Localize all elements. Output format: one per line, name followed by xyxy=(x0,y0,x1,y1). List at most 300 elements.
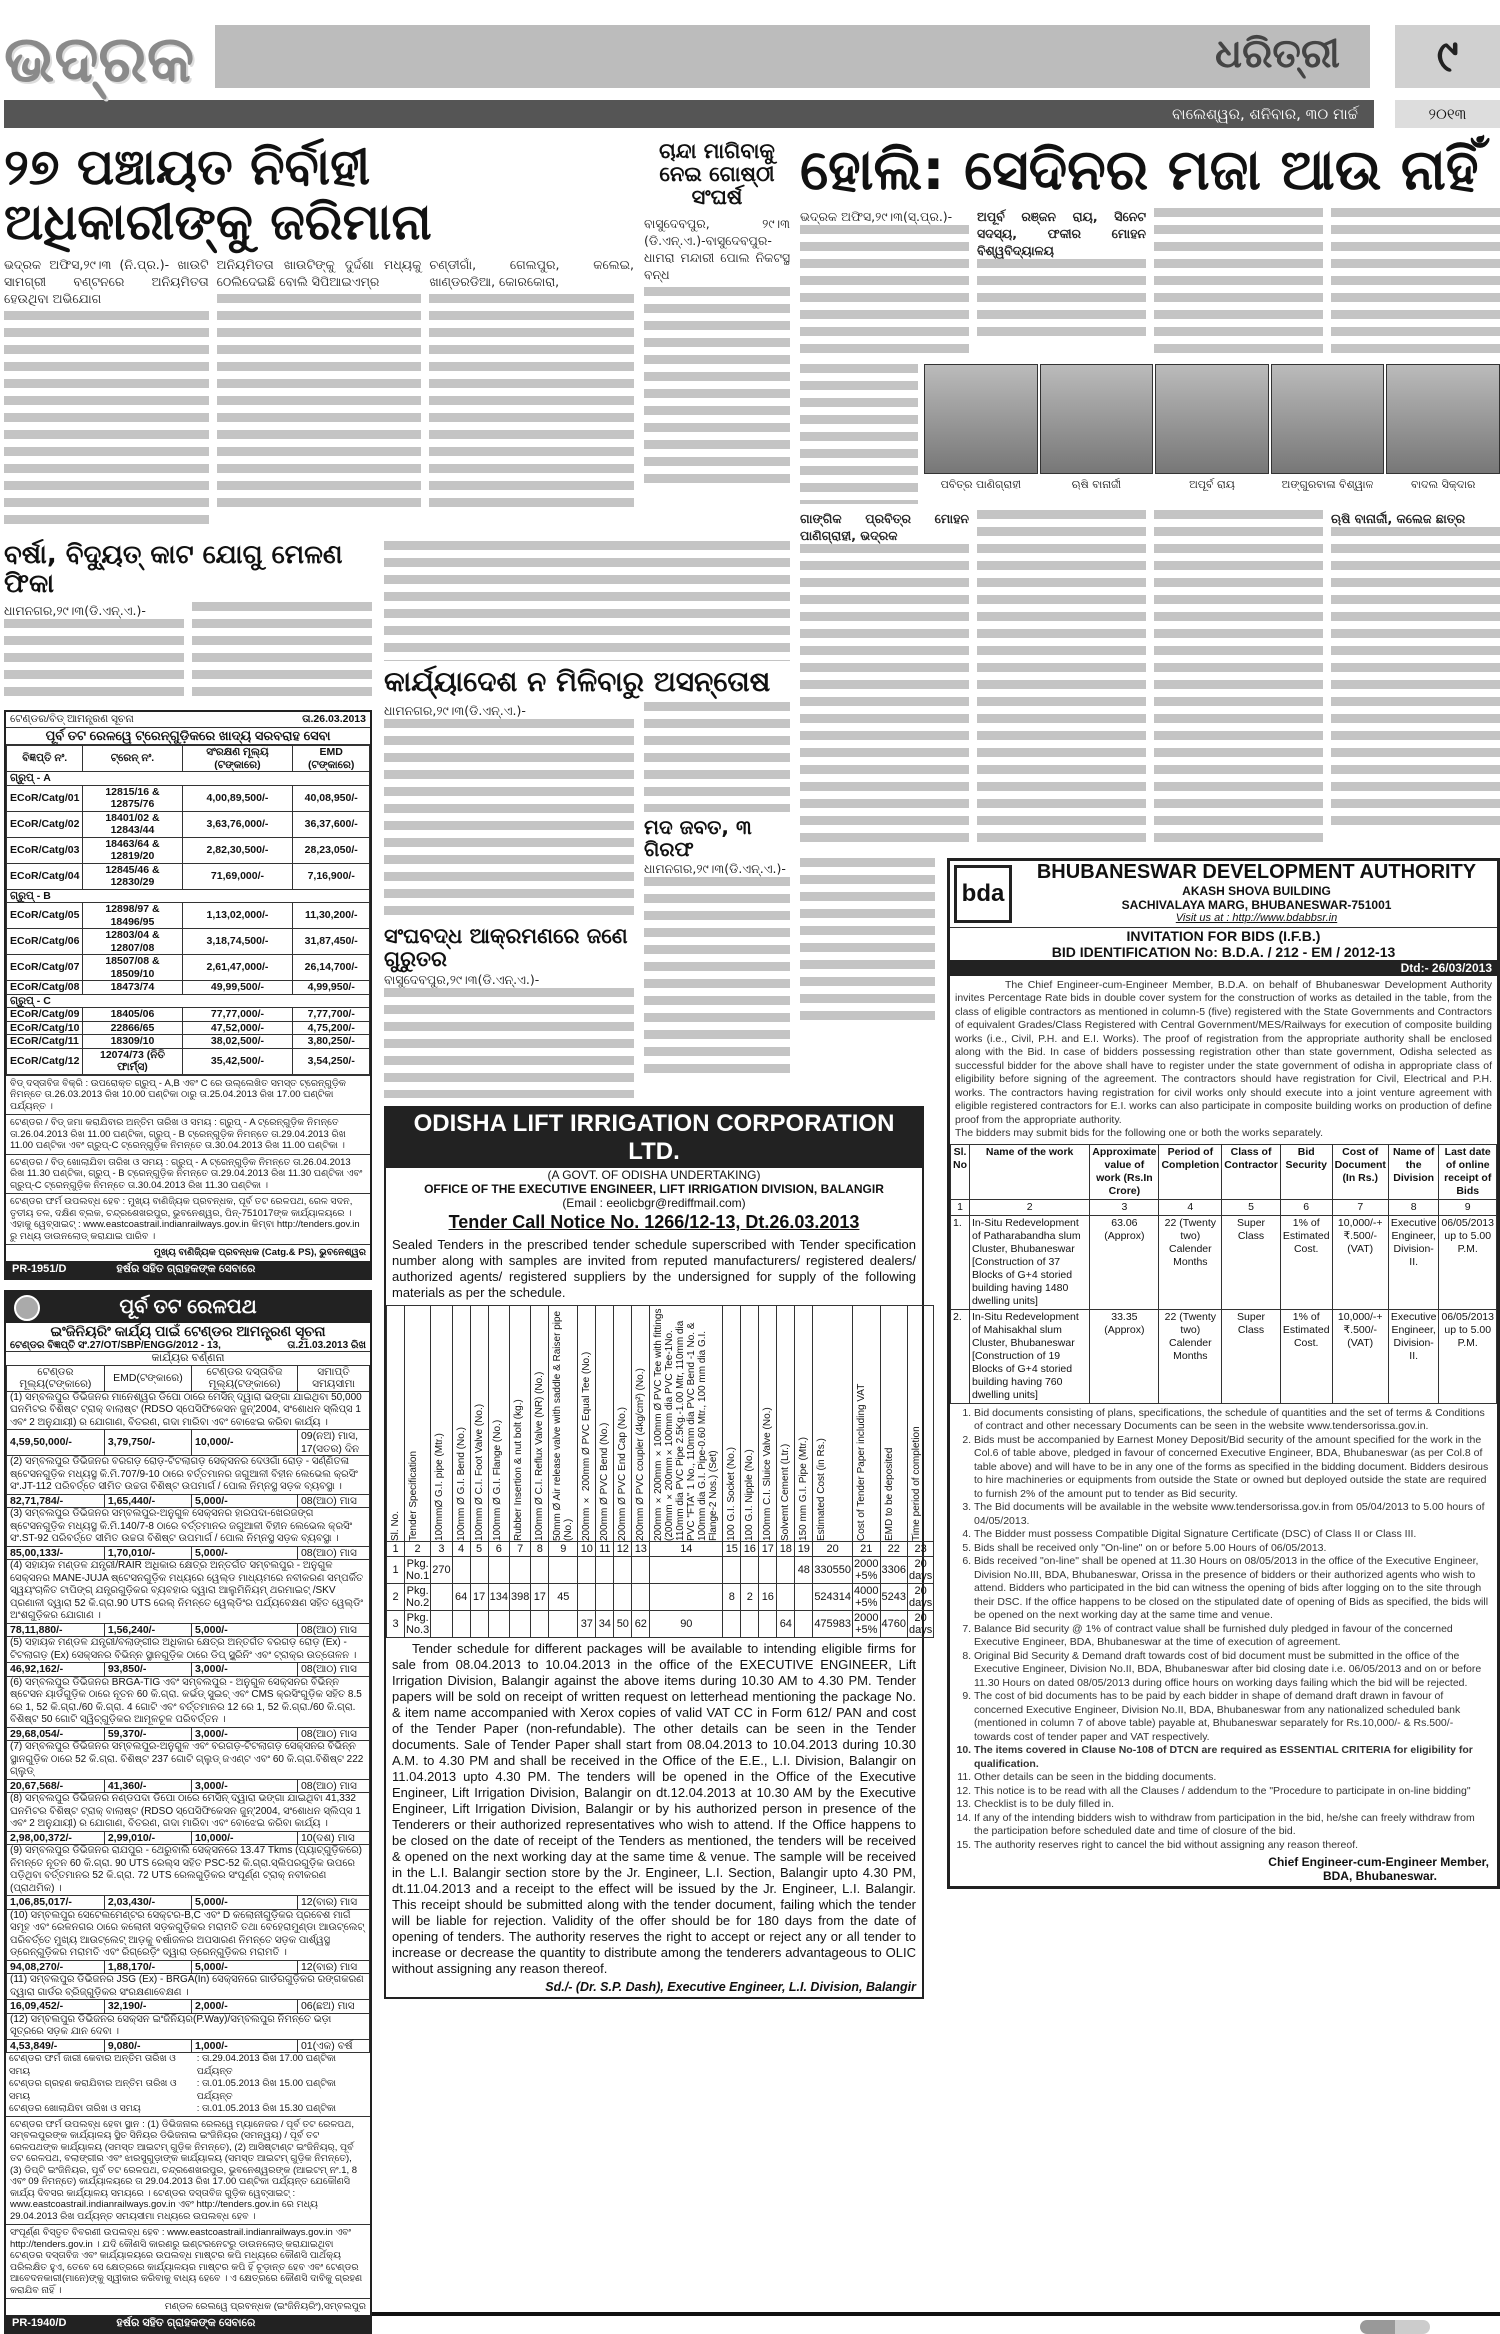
footer-ornament xyxy=(1360,2320,1430,2334)
work-period: 08(ଆଠ) ମାସ xyxy=(297,1779,369,1793)
work-values-row xyxy=(7,1623,370,1637)
article-text: ଭଦ୍ରକ ଅଫିସ,୨୯।୩ (ନି.ପ୍ର.)- ଖାଉଟି ସାମଗ୍ରୀ ବଣ୍ଟନରେ ଅନିୟମିତତା ହେଉଥିବା ଅଭିଯୋଗ xyxy=(4,257,209,306)
column-header-text: Solvemt Cement (Ltr.) xyxy=(780,1443,792,1541)
work-doc: 5,000/- xyxy=(192,1623,298,1637)
work-values-row xyxy=(7,1494,370,1508)
table-cell: 17 xyxy=(470,1583,488,1610)
work-value: 46,92,162/- xyxy=(7,1663,105,1677)
table-row xyxy=(951,1309,1497,1403)
column-header: Period of Completion xyxy=(1159,1144,1222,1199)
group-row xyxy=(7,772,370,786)
work-values-row xyxy=(7,1779,370,1793)
work-description-row xyxy=(7,1560,370,1624)
photo-strip xyxy=(924,364,1500,492)
article-text: ଗାଙ୍ଗିକ ପ୍ରବିତ୍ର ମୋହନ ପାଣିଗ୍ରାହୀ, ଭଦ୍ରକ xyxy=(800,510,969,543)
notice-number: ଟେଣ୍ଡର ବିଜ୍ଞପ୍ତି ସଂ.27/OT/SBP/ENGG/2012 - 13, xyxy=(10,1339,221,1351)
work-period: 12(ବାର) ମାସ xyxy=(297,1896,369,1910)
ad-signer: ମୁଖ୍ୟ ବାଣିଜ୍ୟିକ ପ୍ରବନ୍ଧକ (Catg.& PS), ଭୁବନେଶ୍ୱର xyxy=(6,1244,370,1261)
table-cell xyxy=(531,1610,549,1637)
column-header: Approximate value of work (Rs.In Crore) xyxy=(1090,1144,1159,1199)
table-cell: 10,000/-+ ₹.500/- (VAT) xyxy=(1332,1309,1388,1403)
work-values-row xyxy=(7,2039,370,2053)
signer: BDA, Bhubaneswar. xyxy=(1322,1869,1437,1884)
column-number: 7 xyxy=(1332,1199,1388,1215)
article-text: ଚଣ୍ଡୀଗାଁ, ଗେଲପୁର, କଲେଇ, ଖାଣ୍ଡରଡିଆ, କୋରକୋରା, xyxy=(429,257,635,289)
ad-title: ODISHA LIFT IRRIGATION CORPORATION LTD. xyxy=(386,1108,922,1168)
photo-caption: ବାଦଲ ସିକ୍‌ଦାର xyxy=(1410,477,1476,491)
column-header-text: 200mm Ø PVC End Cap (No.) xyxy=(617,1407,629,1541)
newspaper-logo: ଭଦ୍ରକ xyxy=(4,22,195,97)
photo-with-caption xyxy=(1155,364,1269,492)
table-cell: 2 xyxy=(741,1583,759,1610)
column-header: ଟ୍ରେନ୍ ନଂ. xyxy=(83,746,182,772)
column-number: 22 xyxy=(880,1541,907,1556)
work-doc: 5,000/- xyxy=(192,1494,298,1508)
work-period: 08(ଆଠ) ମାସ xyxy=(297,1727,369,1741)
intro: Sealed Tenders in the prescribed tender schedule superscribed with Tender specification number along with samples are invited from reputed manufacturers/ registered dealers/ authorized agents/ registered suppliers by the undersigned for supply of the following materials as per the schedule. xyxy=(392,1236,916,1300)
work-description-row xyxy=(7,1845,370,1896)
article-panchayat xyxy=(4,140,634,531)
column-header xyxy=(614,1305,632,1541)
work-values-row xyxy=(7,1727,370,1741)
schedule-cell: : ତା.01.05.2013 ରିଖ 15.00 ଘଣ୍ଟିକା ପର୍ଯ୍ୟନ୍ତ xyxy=(196,2078,337,2102)
table-cell: 16 xyxy=(759,1583,777,1610)
work-description: (9) ସମ୍ବଲପୁର ଡିଭିଜନର ରାଯପୁର - ଥେରୁବାଲି ସେକ୍ସନରେ 13.47 Tkms (ପ୍ୟାଚ୍‌ଗୁଡ଼ିକରେ) ନିମନ୍ତେ ନୂତନ 60 କି.ଗ୍ରା. 90 UTS ରେଲ୍‌ସ ସହିତ PSC-52 କି.ଗ୍ରା.ସ୍ଲିପରଗୁଡ଼ିକ ଉପରେ ପଡ଼ିଥିବା ବର୍ତ୍ତମାନର 52 କି.ଗ୍ରା. 72 UTS ରେଲଗୁଡ଼ିକର ସଂପୂର୍ଣ୍ଣ ଟ୍ରାକ୍ ନବୀକରଣ (ପ୍ରାଥମିକ) । xyxy=(7,1845,370,1896)
person-photo xyxy=(1271,364,1385,474)
table-cell: 10,000/-+ ₹.500/- (VAT) xyxy=(1332,1215,1388,1309)
column-header: ସମାପ୍ତି ସମୟସୀମା xyxy=(297,1365,369,1391)
work-period: 08(ଆଠ) ମାସ xyxy=(297,1623,369,1637)
table-cell: 2. xyxy=(951,1309,970,1403)
header-row xyxy=(7,1365,370,1391)
column-header: Class of Contractor xyxy=(1222,1144,1281,1199)
column-header: Name of the Division xyxy=(1388,1144,1439,1199)
intro: The Chief Engineer-cum-Engineer Member, B.D.A. on behalf of Bhubaneswar Development Authority invites Percentage Rate bids in double cover system for the construction of works as detailed in the table, from the class of eligible contractors as mentioned in column-5 (five) registered with the State Governments and Contractors of equivalent Grades/Class Registered with Central Government/MES/Railways for execution of composite building works (i.e., Civil, P.H. and E.I. Works). The proof of registration from the appropriate authority shall be enclosed along with the Bid. In case of bidders possessing registration other than state government, Odisha selected as successful bidder for the above shall have to register under the state government of odisha in appropriate class of eligibility before signing of the agreement. The contractors should have registration for Civil, Electrical and P.H. works. The contractors having registration for civil works only should execute into a joint venture agreement with eligible registered contractors for E.I. works can also participate in composite building works on production of define proof from the appropriate authority. xyxy=(955,978,1492,1126)
table-cell: 26,14,700/- xyxy=(293,955,370,981)
table-cell: 3 xyxy=(387,1610,405,1637)
work-doc: 5,000/- xyxy=(192,1896,298,1910)
table-cell xyxy=(650,1556,723,1583)
column-header xyxy=(777,1305,795,1541)
schedule-row xyxy=(6,2078,370,2103)
column-header-text: Sl. No. xyxy=(390,1510,401,1541)
column-number: 5 xyxy=(1222,1199,1281,1215)
table-cell: ECoR/Catg/03 xyxy=(7,837,83,863)
column-header xyxy=(596,1305,614,1541)
table-cell: 37 xyxy=(578,1610,596,1637)
table-cell: 3,54,250/- xyxy=(293,1048,370,1074)
table-row xyxy=(7,981,370,995)
table-cell xyxy=(452,1556,470,1583)
headline-rain: ବର୍ଷା, ବିଦ୍ୟୁତ୍ କାଟ ଯୋଗୁ ମେଳଣ ଫିକା xyxy=(4,540,343,599)
article-text: ଅପୂର୍ବ ରଞ୍ଜନ ରାୟ, ସିନେଟ ସଦସ୍ୟ, ଫକୀର ମୋହନ ବିଶ୍ୱବିଦ୍ୟାଳୟ xyxy=(977,208,1146,258)
table-cell: 1% of Estimated Cost. xyxy=(1280,1215,1332,1309)
work-emd: 1,56,240/- xyxy=(104,1623,191,1637)
schedule-row xyxy=(6,2103,370,2116)
photo-caption: ଅଙ୍ଗୁରବାଳା ବିଶ୍ୱାଳ xyxy=(1281,477,1374,491)
signer: Chief Engineer-cum-Engineer Member, xyxy=(1268,1855,1489,1870)
ad-label: ଟେଣ୍ଡର/ବିଡ୍ ଆମନ୍ତ୍ରଣ ସୂଚନା xyxy=(10,713,134,726)
table-cell: 12815/16 & 12875/76 xyxy=(83,785,182,811)
ad-subtitle: ଇଂଜିନିୟରିଂ କାର୍ଯ୍ୟ ପାଇଁ ଟେଣ୍ଡର ଆମନ୍ତ୍ରଣ ସୂଚନା xyxy=(50,1322,326,1339)
photo-caption: ଅପୂର୍ବ ରାୟ xyxy=(1189,477,1235,491)
table-cell: 45 xyxy=(549,1583,578,1610)
work-value: 2,98,00,372/- xyxy=(7,1831,105,1845)
section-bar xyxy=(215,25,1370,88)
table-cell: 18463/64 & 12819/20 xyxy=(83,837,182,863)
work-value: 16,09,452/- xyxy=(7,2000,105,2014)
table-cell: 1 xyxy=(387,1556,405,1583)
column-header-text: 150 mm G.I. Pipe (Mtr.) xyxy=(798,1437,810,1541)
table-cell xyxy=(614,1556,632,1583)
table-cell xyxy=(777,1556,795,1583)
column-number: 1 xyxy=(951,1199,970,1215)
table-cell: 77,77,000/- xyxy=(182,1008,293,1022)
person-photo xyxy=(1386,364,1500,474)
work-value: 20,67,568/- xyxy=(7,1779,105,1793)
table-row xyxy=(951,1215,1497,1309)
headline-liquor: ମଦ ଜବତ, ୩ ଗିରଫ xyxy=(644,814,752,861)
table-cell xyxy=(470,1610,488,1637)
column-header-text: Time period of completion xyxy=(911,1426,922,1541)
clause-item: 3. The Bid documents will be available in the website www.tendersorissa.gov.in from 05/04/2013 to 5.00 hours of 04/05/2013. xyxy=(974,1501,1491,1528)
table-cell: 40,08,950/- xyxy=(293,785,370,811)
column-header: ସଂରକ୍ଷଣ ମୂଲ୍ୟ (ଟଙ୍କାରେ) xyxy=(182,746,293,772)
column-number: 5 xyxy=(470,1541,488,1556)
column-header-text: 100mm Ø C.I. Foot Valve (No.) xyxy=(473,1403,485,1541)
column-number: 18 xyxy=(777,1541,795,1556)
person-photo xyxy=(924,364,1038,474)
table-cell xyxy=(777,1583,795,1610)
column-header-text: 100 G.I. Nipple (No.) xyxy=(744,1449,756,1541)
table-row xyxy=(7,811,370,837)
column-header-text: 100mmØ G.I. pipe (Mtr.) xyxy=(434,1433,446,1541)
work-emd: 1,65,440/- xyxy=(104,1494,191,1508)
work-description: (6) ସମ୍ବଲପୁର ଡିଭିଜନର BRGA-TIG ଏବଂ ସମ୍ବଲପୁର - ଅନୁଗୁଳ ସେକ୍ସନର ବିଭିନ୍ନ ଷ୍ଟେସନ ୟାର୍ଡଗୁଡ଼ିକ ଠାରେ ନୂତନ 60 କି.ଗ୍ରା. କର୍ଭଡ୍ ସୁଇଚ୍ ଏବଂ CMS କ୍ରସିଂଗୁଡ଼ିକ ସହିତ 8.5 ରେ 1, 52 କି.ଗ୍ରା./60 କି.ଗ୍ରା. 4 ଗୋଟି ଏବଂ ବର୍ତ୍ତମାନର 12 ରେ 1, 52 କି.ଗ୍ରା./60 କି.ଗ୍ରା. ବିଶିଷ୍ଟ 50 ଗୋଟି ସ୍ୱିଚ୍‌ଗୁଡ଼ିକର ଆମୂଳଚୂଳ ପରିବର୍ତ୍ତନ । xyxy=(7,1676,370,1727)
photo-caption: ଋଷି ବାନାର୍ଜୀ xyxy=(1071,477,1122,491)
ad-note: ବିଡ୍ ଦସ୍ତାବିଜ ବିକ୍ରି : ଉପରୋକ୍ତ ଗ୍ରୁପ୍ - A,B ଏବଂ C ରେ ଉଲ୍ଲେଖିତ ସମସ୍ତ ଟ୍ରେନ୍‌ଗୁଡ଼ିକ ନିମନ୍ତେ ତା.26.03.2013 ରିଖ 10.00 ଘଣ୍ଟିକା ଠାରୁ ତା.25.04.2013 ରିଖ 17.00 ଘଣ୍ଟିକା ପର୍ଯ୍ୟନ୍ତ । xyxy=(6,1075,370,1115)
table-cell: 47,52,000/- xyxy=(182,1021,293,1035)
table-cell: Pkg. No.3 xyxy=(406,1611,430,1636)
column-number: 13 xyxy=(632,1541,650,1556)
column-header xyxy=(549,1305,578,1541)
schedule-cell: : ତା.29.04.2013 ରିଖ 17.00 ଘଣ୍ଟିକା ପର୍ଯ୍ୟନ୍ତ xyxy=(196,2053,337,2077)
clause-item: 9. The cost of bid documents has to be paid by each bidder in shape of demand draft drawn in favour of concerned Executive Engineer, Division No.II, BDA, Bhubaneswar from any nationalized scheduled bank (mentioned in column 7 of above table) payable at, Bhubaneswar separately for Rs.10,000/- & Rs.500/- towards cost of tender paper and VAT respectively. xyxy=(974,1690,1491,1744)
work-doc: 10,000/- xyxy=(192,1831,298,1845)
table-cell xyxy=(549,1556,578,1583)
table-cell: ECoR/Catg/01 xyxy=(7,785,83,811)
column-number: 16 xyxy=(741,1541,759,1556)
table-cell: 12845/46 & 12830/29 xyxy=(83,863,182,889)
article-text: ଋଷି ବାନାର୍ଜୀ, କଲେଜ ଛାତ୍ର xyxy=(1331,510,1466,526)
table-row xyxy=(7,1035,370,1049)
work-values-row xyxy=(7,1960,370,1974)
article-text: ବାସୁଦେବପୁର,୨୯।୩(ଡି.ଏନ୍.ଏ.)- xyxy=(384,971,540,987)
work-period: 08(ଆଠ) ମାସ xyxy=(297,1494,369,1508)
column-header-text: 200mm ×200mm ×100mm Ø PVC Tee with fittings (200mm ×200mm×100mm dia PVC Tee-1No. 110mm dia PVC Pipe 2.5Kg.-1.00 Mtr, 110mm dia PVC "FTA" 1 No., 110mm dia PVC Bend -1 No. & 100mm dia G.I. Pipe-0.60 Mtr., 100 mm dia G.I. Flange-2 Nos.) (Set) xyxy=(653,1308,720,1541)
clause-item: 11. Other details can be seen in the bidding documents. xyxy=(974,1771,1491,1785)
column-header xyxy=(759,1305,777,1541)
details-note: ସଂପୂର୍ଣ୍ଣ ବିସ୍ତୃତ ବିବରଣୀ ଉପଲବ୍ଧ ହେବ : www.eastcoastrail.indianrailways.gov.in ଏବଂ http://tenders.gov.in । ଯଦି କୌଣସି କାରଣରୁ ଇଣ୍ଟରନେଟରୁ ଡାଉନଲୋଡ୍ କରାଯାଇଥିବା ଟେଣ୍ଡର ଦସ୍ତାବିଜ ଏବଂ କାର୍ଯ୍ୟାଳୟରେ ଉପଲବ୍ଧ ମାଷ୍ଟର କପି ମଧ୍ୟରେ କୌଣସି ପାର୍ଥକ୍ୟ ପରିଲକ୍ଷିତ ହୁଏ, ତେବେ ସେ କ୍ଷେତ୍ରରେ କାର୍ଯ୍ୟାଳୟର ମାଷ୍ଟର କପି ହିଁ ଚୂଡ଼ାନ୍ତ ହେବ ଏବଂ ଟେଣ୍ଡର ଆବେଦନକାରୀ(ମାନେ)ଙ୍କୁ ସ୍ୱୀକାର କରିବାକୁ ବାଧ୍ୟ ହେବେ । ଏ କ୍ଷେତ୍ରରେ କୌଣସି ଦାବିକୁ ଗ୍ରହଣ କରାଯିବ ନାହିଁ । xyxy=(6,2224,370,2298)
table-cell: ECoR/Catg/09 xyxy=(7,1008,83,1022)
office: OFFICE OF THE EXECUTIVE ENGINEER, LIFT IRRIGATION DIVISION, BALANGIR xyxy=(424,1181,884,1196)
person-photo xyxy=(1040,364,1154,474)
column-number: 7 xyxy=(509,1541,530,1556)
table-row xyxy=(7,785,370,811)
table-cell: 17 xyxy=(531,1583,549,1610)
work-value: 85,00,133/- xyxy=(7,1546,105,1560)
table-cell: 524314 xyxy=(813,1583,853,1610)
work-description-row xyxy=(7,1793,370,1832)
table-cell: ECoR/Catg/04 xyxy=(7,863,83,889)
table-cell xyxy=(549,1610,578,1637)
column-number: 12 xyxy=(614,1541,632,1556)
work-description: (1) ସମ୍ବଲପୁର ଡିଭିଜନର ମାନେଶ୍ୱର ଡିପୋ ଠାରେ ମେସିନ୍ ଦ୍ୱାରା ଭଙ୍ଗା ଯାଇଥିବା 50,000 ଘନମିଟର ବିଶିଷ୍ଟ ଟ୍ରାକ୍ ବାଲାଷ୍ଟ (RDSO ସ୍ପେସିଫିକେସନ ଜୁନ୍'2004, ସଂଶୋଧନ ସ୍ଲିପ୍‌ସ 1 ଏବଂ 2 ଅନୁଯାୟୀ) ର ଯୋଗାଣ, ବିତରଣ, ଗଦା ମାରିବା ଏବଂ ବୋଝେଇ କରିବା କାର୍ଯ୍ୟ । xyxy=(7,1391,370,1430)
table-row xyxy=(7,1021,370,1035)
tender-body: Tender schedule for different packages will be available to intending eligible firms for sale from 08.04.2013 to 10.04.2013 in the office of the EXECUTIVE ENGINEER, Lift Irrigation Division, Balangir against the above items during 10.30 AM to 4.30 PM. Tender papers will be sold on receipt of written request on letterhead mentioning the package No. & item name accompanied with Xerox copies of valid VAT CC in Form 612/ PAN and cost of the Tender Paper (non-refundable). The other details can be seen in the Tender documents. Sale of Tender Paper shall start from 08.04.2013 to 10.04.2013 during 10.30 A.M. to 4.30 PM and shall be received in the Office of the E.E., L.I. Division, Balangir on 11.04.2013 upto 4.30 PM. The tenders will be opened in the Office of the Executive Engineer, Lift Irrigation Division, Balangir on dt.12.04.2013 at 10.30 AM by the Executive Engineer, Lift Irrigation Division, Balangir or by his authorized person in presence of the Tenderers or their authorized representatives who wish to attend. If the Office happens to be closed on the date of receipt of the Tenders as mentioned, the tenders will be received & opened on the next working day at the same time & venue. The sample will be received in the L.I. Balangir section store by the Jr. Engineer, L.I. Section, Balangir upto 4.30 PM, dt.11.04.2013 and a receipt to the effect will be issued by the Jr. Engineer, L.I. Balangir. This receipt should be submitted along with the tender document, failing which the tender will be liable for rejection. Validity of the offer should be for 180 days from the date of opening of tenders. The authority reserves the right to accept or reject any or all tender to increase or decrease the quantity to distribute among the tenderers advantageous to OLIC without assigning any reason thereof. xyxy=(392,1640,916,1976)
column-header xyxy=(470,1305,488,1541)
table-cell: 1,13,02,000/- xyxy=(182,903,293,929)
clause-item: 7. Balance Bid security @ 1% of contract value shall be furnished duly pledged in favour of the concerned Executive Engineer, BDA, Bhubaneswar at the time of execution of agreement. xyxy=(974,1623,1491,1650)
column-header-text: 100mm Ø G.I. Bend (No.) xyxy=(455,1427,467,1541)
schedule-row xyxy=(6,2053,370,2078)
column-number: 21 xyxy=(853,1541,880,1556)
work-period: 08(ଆଠ) ମାସ xyxy=(297,1663,369,1677)
table-cell: Pkg. No.2 xyxy=(406,1584,430,1609)
work-doc: 1,000/- xyxy=(192,2039,298,2053)
column-number: 4 xyxy=(452,1541,470,1556)
column-header-text: 200mm × 200mm Ø PVC Equal Tee (No.) xyxy=(581,1351,593,1541)
column-number: 14 xyxy=(650,1541,723,1556)
availability-note: ଟେଣ୍ଡର ଫର୍ମ ଉପଲବ୍ଧ ହେବା ସ୍ଥାନ : (1) ଡିଭିଜନାଲ ରେଲୱେ ମ୍ୟାନେଜର / ପୂର୍ବ ତଟ ରେଳପଥ, ସମ୍ବଲପୁରଙ୍କ କାର୍ଯ୍ୟାଳୟ ସ୍ଥିତ ସିନିୟର ଡିଭିଜନାଲ ଇଂଜିନିୟର (ସମନ୍ୱୟ) / ପୂର୍ବ ତଟ ରେଳପଥଙ୍କ କାର୍ଯ୍ୟାଳୟ (ସମସ୍ତ ଆଇଟମ୍ ଗୁଡ଼ିକ ନିମନ୍ତେ), (2) ଆସିଷ୍ଟାଣ୍ଟ ଇଂଜିନିୟର୍, ପୂର୍ବ ତଟ ରେଳପଥ, ବଲାଙ୍ଗୀର ଏବଂ ଝାରସୁଗୁଡ଼ାଙ୍କ କାର୍ଯ୍ୟାଳୟ (ସମସ୍ତ ଆଇଟମ୍ ଗୁଡ଼ିକ ନିମନ୍ତେ), (3) ଡିପ୍ଟି ଇଂଜିନିୟର, ପୂର୍ବ ତଟ ରେଳପଥ, ଚନ୍ଦ୍ରଶେଖରପୁର, ଭୁବନେଶ୍ୱରଙ୍କ (ଆଇଟମ୍ ନଂ.1, 8 ଏବଂ 09 ନିମନ୍ତେ) କାର୍ଯ୍ୟାଳୟରେ ତା 29.04.2013 ରିଖ 17.00 ଘଣ୍ଟିକା ପର୍ଯ୍ୟନ୍ତ ଯେକୌଣସି କାର୍ଯ୍ୟ ଦିବସର କାର୍ଯ୍ୟାଳୟ ସମୟରେ । ଟେଣ୍ଡର ଦସ୍ତାବିଜ ଗୁଡ଼ିକ ୱେବ୍‌ସାଇଟ୍ : www.eastcoastrail.indianrailways.gov.in ଏବଂ http://tenders.gov.in ରେ ମଧ୍ୟ 29.04.2013 ରିଖ ପର୍ଯ୍ୟନ୍ତ ସମୟସୀମା ମଧ୍ୟରେ ଉପଲବ୍ଧ ହେବ । xyxy=(6,2116,370,2225)
railway-emblem-icon xyxy=(14,1295,40,1321)
table-cell xyxy=(723,1610,741,1637)
article-text: ଭଦ୍ରକ ଅଫିସ,୨୯।୩(ସ୍.ପ୍ର.)- xyxy=(800,208,953,224)
middle-column xyxy=(384,541,933,1999)
column-header-text: Estimated Cost (in Rs.) xyxy=(816,1438,828,1541)
table-cell xyxy=(650,1583,723,1610)
article-workorder xyxy=(384,702,634,1098)
table-cell: 3306 xyxy=(880,1556,907,1583)
column-header: Sl. No xyxy=(951,1144,970,1199)
table-cell: ECoR/Catg/05 xyxy=(7,903,83,929)
table-cell: Pkg. No.1 xyxy=(406,1557,430,1582)
table-cell: 4760 xyxy=(880,1610,907,1637)
column-header xyxy=(632,1305,650,1541)
table-cell xyxy=(431,1583,452,1610)
dateline: ବାଲେଶ୍ୱର, ଶନିବାର, ୩୦ ମାର୍ଚ୍ଚ xyxy=(4,100,1374,128)
photo-caption: ପବିତ୍ର ପାଣିଗ୍ରାହୀ xyxy=(940,477,1022,491)
table-row xyxy=(7,929,370,955)
table-cell: 12898/97 & 18496/95 xyxy=(83,903,182,929)
table-cell: 4,75,200/- xyxy=(293,1021,370,1035)
ad-date: ତା.26.03.2013 xyxy=(302,713,366,726)
work-period: 08(ଆଠ) ମାସ xyxy=(297,1546,369,1560)
table-cell xyxy=(723,1556,741,1583)
table-cell: 33.35 (Approx) xyxy=(1090,1309,1159,1403)
work-period: 12(ବାର) ମାସ xyxy=(297,1960,369,1974)
work-emd: 1,70,010/- xyxy=(104,1546,191,1560)
work-emd: 2,99,010/- xyxy=(104,1831,191,1845)
website-link[interactable]: Visit us at : http://www.bdabbsr.in xyxy=(1175,911,1338,924)
ad-ecor-catering xyxy=(4,710,372,1280)
table-cell: 5243 xyxy=(880,1583,907,1610)
clause-item: 12. This notice is to be read with all the Clauses / addendum to the "Procedure to participate in on-line bidding" xyxy=(974,1785,1491,1799)
table-cell: 49,99,500/- xyxy=(182,981,293,995)
column-number: 20 xyxy=(813,1541,853,1556)
work-description-row xyxy=(7,1456,370,1495)
ad-signer: ମଣ୍ଡଳ ରେଲୱେ ପ୍ରବନ୍ଧକ (ଇଂଜିନିୟରିଂ),ସମ୍ବଲପୁର xyxy=(6,2298,370,2315)
table-cell: 1% of Estimated Cost. xyxy=(1280,1309,1332,1403)
table-cell: ECoR/Catg/10 xyxy=(7,1021,83,1035)
table-cell: Executive Engineer, Division- II. xyxy=(1388,1215,1439,1309)
column-header-text: Cost of Tender Paper including VAT xyxy=(856,1383,868,1541)
catering-table xyxy=(6,745,370,1075)
column-number: 15 xyxy=(723,1541,741,1556)
table-cell: 2 xyxy=(387,1583,405,1610)
work-emd: 41,360/- xyxy=(104,1779,191,1793)
table-cell xyxy=(578,1583,596,1610)
table-cell: 7,77,700/- xyxy=(293,1008,370,1022)
schedule-table xyxy=(6,2053,370,2116)
table-cell: 2,61,47,000/- xyxy=(182,955,293,981)
table-cell: 06/05/2013 up to 5.00 P.M. xyxy=(1439,1215,1497,1309)
work-doc: 3,000/- xyxy=(192,1779,298,1793)
clause-item: 1. Bid documents consisting of plans, specifications, the schedule of quantities and the set of terms & Conditions of contract and other necessary Documents can be seen in the website www.tendersorissa.gov.in. xyxy=(974,1407,1491,1434)
table-cell: 4,99,950/- xyxy=(293,981,370,995)
table-cell: 3,80,250/- xyxy=(293,1035,370,1049)
table-cell: 35,42,500/- xyxy=(182,1048,293,1074)
table-cell: 4,00,89,500/- xyxy=(182,785,293,811)
work-doc: 10,000/- xyxy=(192,1430,298,1456)
work-doc: 2,000/- xyxy=(192,2000,298,2014)
ad-ecor-engineering xyxy=(4,1290,372,2334)
column-header xyxy=(431,1305,452,1541)
bid-identification: BID IDENTIFICATION No: B.D.A. / 212 - EM / 2012-13 xyxy=(1051,943,1396,960)
right-region xyxy=(800,140,1500,1889)
column-header: ଟେଣ୍ଡର ମୂଲ୍ୟ(ଟଙ୍କାରେ) xyxy=(7,1365,105,1391)
work-doc: 5,000/- xyxy=(192,1546,298,1560)
person-photo xyxy=(1155,364,1269,474)
photo-with-caption xyxy=(924,364,1038,492)
address-line: SACHIVALAYA MARG, BHUBANESWAR-751001 xyxy=(1121,897,1392,912)
table-cell: 18309/10 xyxy=(83,1035,182,1049)
column-header xyxy=(531,1305,549,1541)
tender-notice-number: Tender Call Notice No. 1266/12-13, Dt.26.03.2013 xyxy=(448,1211,860,1232)
pr-number: PR-1940/D xyxy=(12,2316,67,2329)
work-emd: 32,190/- xyxy=(104,2000,191,2014)
table-cell xyxy=(578,1556,596,1583)
column-number: 6 xyxy=(488,1541,509,1556)
column-header xyxy=(452,1305,470,1541)
clauses-list xyxy=(950,1404,1497,1856)
table-row xyxy=(7,863,370,889)
photo-with-caption xyxy=(1386,364,1500,492)
email: (Email : eeolicbgr@rediffmail.com) xyxy=(562,1195,746,1210)
article-text: ବାସୁଦେବପୁର, ୨୯।୩ (ଡି.ଏନ୍.ଏ.)-ବାସୁଦେବପୁର-ଧାମରା ମନ୍ଦାରୀ ପୋଲ ନିକଟସ୍ଥ ବନ୍ଧ xyxy=(644,216,790,283)
ad-bda-ifb xyxy=(947,858,1500,1890)
column-header xyxy=(509,1305,530,1541)
table-cell xyxy=(614,1583,632,1610)
table-row xyxy=(7,1008,370,1022)
table-cell xyxy=(452,1610,470,1637)
work-description-row xyxy=(7,1676,370,1727)
table-cell: 64 xyxy=(452,1583,470,1610)
work-description: (12) ସମ୍ବଲପୁର ଡିଭିଜନର ସେକ୍ସନ ଇଂଜିନିୟର(P.Way)/ସମ୍ବଲପୁର ନିମନ୍ତେ ଭଡ଼ା ସୂତ୍ରରେ ସଡ଼କ ଯାନ ଦେବା । xyxy=(7,2013,370,2039)
clause-item: 2. Bids must be accompanied by Earnest Money Deposit/Bid security of the amount specified for the work in the Col.6 of table above, pledged in favour of concerned Executive Engineer, BDA, Bhubaneswar (as per Col.8 of table above) and will have to be in any one of the forms as specified in the bidding document. Bidders desirous to hire machineries or equipments from outside the State or owned but deployed outside the state are required to furnish 2% of the amount put to tender as Bid security. xyxy=(974,1434,1491,1502)
ad-note: ଟେଣ୍ଡର / ବିଡ୍ ଖୋଲାଯିବା ତାରିଖ ଓ ସମୟ : ଗ୍ରୁପ୍ - A ଟ୍ରେନ୍‌ଗୁଡ଼ିକ ନିମନ୍ତେ ତା.26.04.2013 ରିଖ 11.30 ଘଣ୍ଟିକା, ଗ୍ରୁପ୍ - B ଟ୍ରେନ୍‌ଗୁଡ଼ିକ ନିମନ୍ତେ ତା.29.04.2013 ରିଖ 11.30 ଘଣ୍ଟିକା ଏବଂ ଗ୍ରୁପ୍-C ଟ୍ରେନ୍‌ଗୁଡ଼ିକ ନିମନ୍ତେ ତା.30.04.2013 ରିଖ 11.30 ଘଣ୍ଟିକା । xyxy=(6,1154,370,1194)
table-cell: 20 days xyxy=(909,1611,933,1636)
table-cell xyxy=(759,1610,777,1637)
schedule-cell: : ତା.01.05.2013 ରିଖ 15.30 ଘଣ୍ଟିକା xyxy=(196,2103,337,2115)
clause-item: 8. Original Bid Security & Demand draft towards cost of bid document must be submitted in the office of the Executive Engineer, Division No.II, BDA, Bhubaneswar after bid closing date i.e. 06/05/2013 and on or before 11.30 Hours on dated 08/05/2013 during office hours on working days failing which the bid will be rejected. xyxy=(974,1650,1491,1691)
work-description: (8) ସମ୍ବଲପୁର ଡିଭିଜନର ନଣ୍ଡପଦା ଡିପୋ ଠାରେ ମେସିନ୍ ଦ୍ୱାରା ଭଙ୍ଗା ଯାଇଥିବା 41,332 ଘନମିଟର ବିଶିଷ୍ଟ ଟ୍ରାକ୍ ବାଲାଷ୍ଟ (RDSO ସ୍ପେସିଫିକେସନ ଜୁନ୍'2004, ସଂଶୋଧନ ସ୍ଲିପ୍‌ସ 1 ଏବଂ 2 ଅନୁଯାୟୀ) ର ଯୋଗାଣ, ବିତରଣ, ଗଦା ମାରିବା ଏବଂ ବୋଝେଇ କରିବା କାର୍ଯ୍ୟ । xyxy=(7,1793,370,1832)
work-description: (2) ସମ୍ବଲପୁର ଡିଭିଜନର ବରଗଡ଼ ରୋଡ଼-ଟିଟଲାଗଡ଼ ସେକ୍ସନର ଦେଓଗାଁ ରୋଡ଼ - ସର୍ଣ୍ଣିତଳା ଷ୍ଟେସନଗୁଡ଼ିକ ମଧ୍ୟସ୍ଥ କି.ମି.707/9-10 ଠାରେ ବର୍ତ୍ତମାନର ଜଗୁଆଳୀ ବିହୀନ ଲେଭେଲ କ୍ରସିଂ ସଂ.JT-112 ପରିବର୍ତ୍ତେ ସୀମିତ ଉଚ୍ଚତା ବିଶିଷ୍ଟ ଉପମାର୍ଗ / ପୋଲ ନିମ୍ନସ୍ଥ ସଡ଼କ ବ୍ୟବସ୍ଥା । xyxy=(7,1456,370,1495)
table-cell: 398 xyxy=(509,1583,530,1610)
work-value: 29,68,054/- xyxy=(7,1727,105,1741)
table-cell: 22 (Twenty two) Calender Months xyxy=(1159,1215,1222,1309)
table-cell: Super Class xyxy=(1222,1309,1281,1403)
work-period: 01(ଏକ) ବର୍ଷ xyxy=(297,2039,369,2053)
article-holi xyxy=(800,208,1500,358)
table-cell: 22 (Twenty two) Calender Months xyxy=(1159,1309,1222,1403)
pr-number: PR-1951/D xyxy=(12,1262,67,1275)
work-value: 4,59,50,000/- xyxy=(7,1430,105,1456)
table-cell: 1. xyxy=(951,1215,970,1309)
column-header xyxy=(488,1305,509,1541)
ad-title: ପୂର୍ବ ତଟ ରେଳୱେ ଟ୍ରେନ୍‌ଗୁଡ଼ିକରେ ଖାଦ୍ୟ ସରବରାହ ସେବା xyxy=(6,728,370,745)
table-cell xyxy=(741,1556,759,1583)
table-cell: 28,23,050/- xyxy=(293,837,370,863)
work-description-row xyxy=(7,1741,370,1780)
table-cell xyxy=(632,1556,650,1583)
table-cell xyxy=(531,1556,549,1583)
clause-item: 14. If any of the intending bidders wish to withdraw from participation in the bid, he/she can freely withdraw from the participation before scheduled date and time of closure of the bid. xyxy=(974,1812,1491,1839)
ad-note: ଟେଣ୍ଡର ଫର୍ମ ଉପଲବ୍ଧ ହେବ : ମୁଖ୍ୟ ବାଣିଜ୍ୟିକ ପ୍ରବନ୍ଧକ, ପୂର୍ବ ତଟ ରେଳପଥ, ରେଳ ସଦନ, ତୃତୀୟ ତଳ, ଦକ୍ଷିଣ ବ୍ଲକ, ଚନ୍ଦ୍ରଶେଖରପୁର, ଭୁବନେଶ୍ୱର, ପିନ୍-751017ଙ୍କ କାର୍ଯ୍ୟାଳୟରେ । ଏହାକୁ ୱେବ୍‌ସାଇଟ୍ : www.eastcoastrail.indianrailways.gov.in କିମ୍ବା http://tenders.gov.in ରୁ ମଧ୍ୟ ଡାଉନଲୋଡ୍ କରାଯାଇ ପାରିବ । xyxy=(6,1193,370,1244)
article-text: ଧାମନଗର,୨୯।୩(ଡି.ଏନ୍.ଏ.)- xyxy=(4,603,146,619)
work-period: 09(ନଅ) ମାସ, 17(ସତର) ଦିନ xyxy=(297,1430,369,1456)
undertaking: (A GOVT. OF ODISHA UNDERTAKING) xyxy=(547,1167,761,1182)
works-table xyxy=(950,1144,1497,1404)
table-cell: 22866/65 xyxy=(83,1021,182,1035)
work-emd: 2,03,430/- xyxy=(104,1896,191,1910)
column-number: 11 xyxy=(596,1541,614,1556)
group-row xyxy=(7,994,370,1008)
column-header-text: Rubber Insertion & nut bolt (kg.) xyxy=(512,1399,524,1541)
column-header: EMD (ଟଙ୍କାରେ) xyxy=(293,746,370,772)
table-cell: 18473/74 xyxy=(83,981,182,995)
work-value: 82,71,784/- xyxy=(7,1494,105,1508)
table-cell: 2,82,30,500/- xyxy=(182,837,293,863)
table-cell: In-Situ Redevelopment of Mahisakhal slum Cluster, Bhubaneswar [Construction of 19 Blocks of G+4 storied building having 760 dwelling units] xyxy=(970,1309,1090,1403)
table-cell: 2000 +5% xyxy=(854,1611,879,1636)
column-header xyxy=(741,1305,759,1541)
work-emd: 3,79,750/- xyxy=(104,1430,191,1456)
work-description-row xyxy=(7,2013,370,2039)
table-cell: ECoR/Catg/08 xyxy=(7,981,83,995)
table-cell: 18507/08 & 18509/10 xyxy=(83,955,182,981)
column-number: 8 xyxy=(531,1541,549,1556)
column-header: ବିଜ୍ଞପ୍ତି ନଂ. xyxy=(7,746,83,772)
work-value: 1,06,85,017/- xyxy=(7,1896,105,1910)
table-cell: 8 xyxy=(723,1583,741,1610)
column-header: Last date of online receipt of Bids xyxy=(1439,1144,1497,1199)
table-cell xyxy=(759,1556,777,1583)
table-cell: 36,37,600/- xyxy=(293,811,370,837)
ad-title: ପୂର୍ବ ତଟ ରେଳପଥ xyxy=(119,1295,257,1318)
schedule-cell: ଟେଣ୍ଡର ଖୋଲାଯିବା ତାରିଖ ଓ ସମୟ xyxy=(9,2103,141,2115)
group-row xyxy=(7,889,370,903)
